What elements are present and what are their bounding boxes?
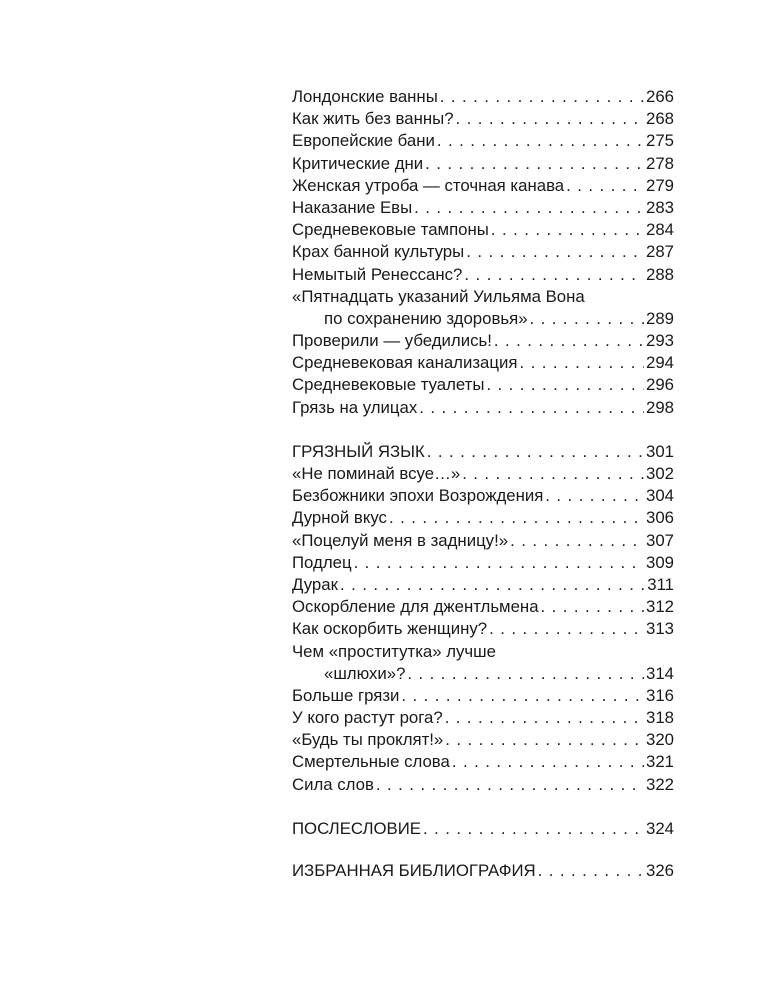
toc-entry-page: 314 xyxy=(646,663,674,683)
toc-entry-title: Средневековые тампоны xyxy=(292,220,489,240)
dot-leader xyxy=(541,596,644,618)
toc-entry xyxy=(292,552,674,574)
toc-entry xyxy=(292,618,674,640)
toc-entry-page: 321 xyxy=(646,752,674,772)
toc-entry-title: Безбожники эпохи Возрождения xyxy=(292,486,544,506)
dot-leader xyxy=(489,618,644,640)
dot-leader xyxy=(486,374,644,396)
dot-leader xyxy=(538,860,644,882)
toc-entry xyxy=(292,352,674,374)
toc-entry-title: Как жить без ванны? xyxy=(292,109,454,129)
table-of-contents xyxy=(292,86,674,882)
toc-entry-page: 307 xyxy=(646,530,674,550)
dot-leader xyxy=(530,308,644,330)
section-spacer xyxy=(292,419,674,441)
toc-afterword-entry xyxy=(292,818,674,840)
toc-entry-title-line1: Чем «проститутка» лучше xyxy=(292,641,496,661)
toc-chapter-entry xyxy=(292,441,674,463)
toc-entry-page: 284 xyxy=(646,220,674,240)
toc-entry xyxy=(292,530,674,552)
dot-leader xyxy=(376,774,644,796)
toc-entry-title: Дурной вкус xyxy=(292,508,387,528)
dot-leader xyxy=(419,397,644,419)
toc-entry-page: 266 xyxy=(646,87,674,106)
toc-entry xyxy=(292,374,674,396)
toc-chapter-title: ГРЯЗНЫЙ ЯЗЫК xyxy=(292,441,425,461)
toc-entry-title: Дурак xyxy=(292,574,338,594)
toc-entry xyxy=(292,175,674,197)
toc-entry-title: Критические дни xyxy=(292,153,424,173)
dot-leader xyxy=(425,153,644,175)
toc-entry xyxy=(292,308,674,330)
section-spacer xyxy=(292,796,674,818)
toc-entry-page: 268 xyxy=(646,109,674,129)
dot-leader xyxy=(464,264,644,286)
toc-entry xyxy=(292,707,674,729)
dot-leader xyxy=(389,507,644,529)
toc-entry-title: У кого растут рога? xyxy=(292,708,443,728)
dot-leader xyxy=(401,685,644,707)
toc-entry xyxy=(292,108,674,130)
toc-entry-title: Подлец xyxy=(292,552,352,572)
toc-bibliography-entry xyxy=(292,860,674,882)
toc-entry-title: Европейские бани xyxy=(292,131,435,151)
toc-section-1 xyxy=(292,86,674,419)
toc-entry xyxy=(292,574,674,596)
toc-entry-title-line1: «Пятнадцать указаний Уильяма Вона xyxy=(292,286,585,306)
dot-leader xyxy=(545,485,644,507)
dot-leader xyxy=(491,219,644,241)
toc-entry-page: 275 xyxy=(646,131,674,151)
dot-leader xyxy=(427,441,644,463)
dot-leader xyxy=(440,86,644,108)
section-spacer xyxy=(292,840,674,860)
toc-entry-page: 287 xyxy=(646,242,674,262)
toc-entry xyxy=(292,241,674,263)
dot-leader xyxy=(510,530,644,552)
toc-entry xyxy=(292,729,674,751)
toc-entry-title: Средневековая канализация xyxy=(292,353,518,373)
toc-entry xyxy=(292,507,674,529)
toc-entry-page: 306 xyxy=(646,508,674,528)
toc-entry-title: Немытый Ренессанс? xyxy=(292,264,463,284)
toc-entry-page: 326 xyxy=(646,861,674,880)
dot-leader xyxy=(466,241,644,263)
toc-entry xyxy=(292,485,674,507)
toc-entry-page: 322 xyxy=(646,774,674,794)
toc-entry xyxy=(292,264,674,286)
toc-entry-page: 296 xyxy=(646,375,674,395)
toc-entry xyxy=(292,153,674,175)
toc-entry-page: 316 xyxy=(646,685,674,705)
toc-entry-page: 312 xyxy=(646,597,674,617)
toc-entry-title: «Поцелуй меня в задницу!» xyxy=(292,530,509,550)
toc-entry-page: 302 xyxy=(646,464,674,483)
toc-entry-page: 304 xyxy=(646,486,674,506)
toc-entry-title: Больше грязи xyxy=(292,685,400,705)
toc-entry xyxy=(292,663,674,685)
toc-entry xyxy=(292,751,674,773)
toc-entry-title: Оскорбление для джентльмена xyxy=(292,597,539,617)
toc-entry-page: 301 xyxy=(646,441,674,461)
toc-entry xyxy=(292,774,674,796)
toc-entry xyxy=(292,197,674,219)
dot-leader xyxy=(445,729,644,751)
toc-entry-page: 293 xyxy=(646,331,674,351)
toc-entry-title: Лондонские ванны xyxy=(292,87,438,106)
toc-entry-page: 283 xyxy=(646,197,674,217)
toc-entry xyxy=(292,685,674,707)
toc-entry xyxy=(292,130,674,152)
toc-entry-title: Крах банной культуры xyxy=(292,242,465,262)
toc-entry xyxy=(292,463,674,485)
toc-entry-title: «Не поминай всуе…» xyxy=(292,464,461,483)
dot-leader xyxy=(445,707,644,729)
toc-entry-title: Наказание Евы xyxy=(292,197,413,217)
toc-entry-title: Грязь на улицах xyxy=(292,397,418,417)
toc-entry-title: Средневековые туалеты xyxy=(292,375,485,395)
toc-entry-title-line2: по сохранению здоровья» xyxy=(324,308,528,328)
toc-entry-title-line2: «шлюхи»? xyxy=(324,663,406,683)
toc-entry-title: Как оскорбить женщину? xyxy=(292,619,488,639)
toc-entry-page: 324 xyxy=(646,818,674,838)
toc-chapter-title: ПОСЛЕСЛОВИЕ xyxy=(292,818,421,838)
toc-section-2 xyxy=(292,441,674,796)
toc-entry-title: Смертельные слова xyxy=(292,752,450,772)
dot-leader xyxy=(354,552,644,574)
toc-entry-page: 309 xyxy=(646,552,674,572)
toc-entry-page: 318 xyxy=(646,708,674,728)
dot-leader xyxy=(462,463,644,485)
dot-leader xyxy=(494,330,644,352)
toc-entry-page: 320 xyxy=(646,730,674,750)
toc-entry-title: «Будь ты проклят!» xyxy=(292,730,444,750)
toc-entry-page: 294 xyxy=(646,353,674,373)
dot-leader xyxy=(566,175,644,197)
toc-entry-page: 313 xyxy=(646,619,674,639)
toc-entry-page: 298 xyxy=(646,397,674,417)
toc-entry-page: 311 xyxy=(647,574,674,594)
dot-leader xyxy=(340,574,645,596)
toc-entry-page: 288 xyxy=(646,264,674,284)
dot-leader xyxy=(407,663,644,685)
toc-chapter-title: ИЗБРАННАЯ БИБЛИОГРАФИЯ xyxy=(292,861,536,880)
toc-entry-title: Женская утроба — сточная канава xyxy=(292,175,565,195)
dot-leader xyxy=(437,130,644,152)
toc-entry xyxy=(292,330,674,352)
dot-leader xyxy=(456,108,644,130)
dot-leader xyxy=(414,197,644,219)
toc-entry xyxy=(292,86,674,108)
dot-leader xyxy=(519,352,644,374)
toc-entry-title: Сила слов xyxy=(292,774,374,794)
toc-entry xyxy=(292,219,674,241)
toc-entry xyxy=(292,596,674,618)
toc-entry xyxy=(292,397,674,419)
dot-leader xyxy=(452,751,644,773)
toc-entry-page: 289 xyxy=(646,308,674,328)
dot-leader xyxy=(423,818,644,840)
toc-entry-title: Проверили — убедились! xyxy=(292,331,492,351)
toc-entry-page: 279 xyxy=(646,175,674,195)
toc-entry-page: 278 xyxy=(646,153,674,173)
